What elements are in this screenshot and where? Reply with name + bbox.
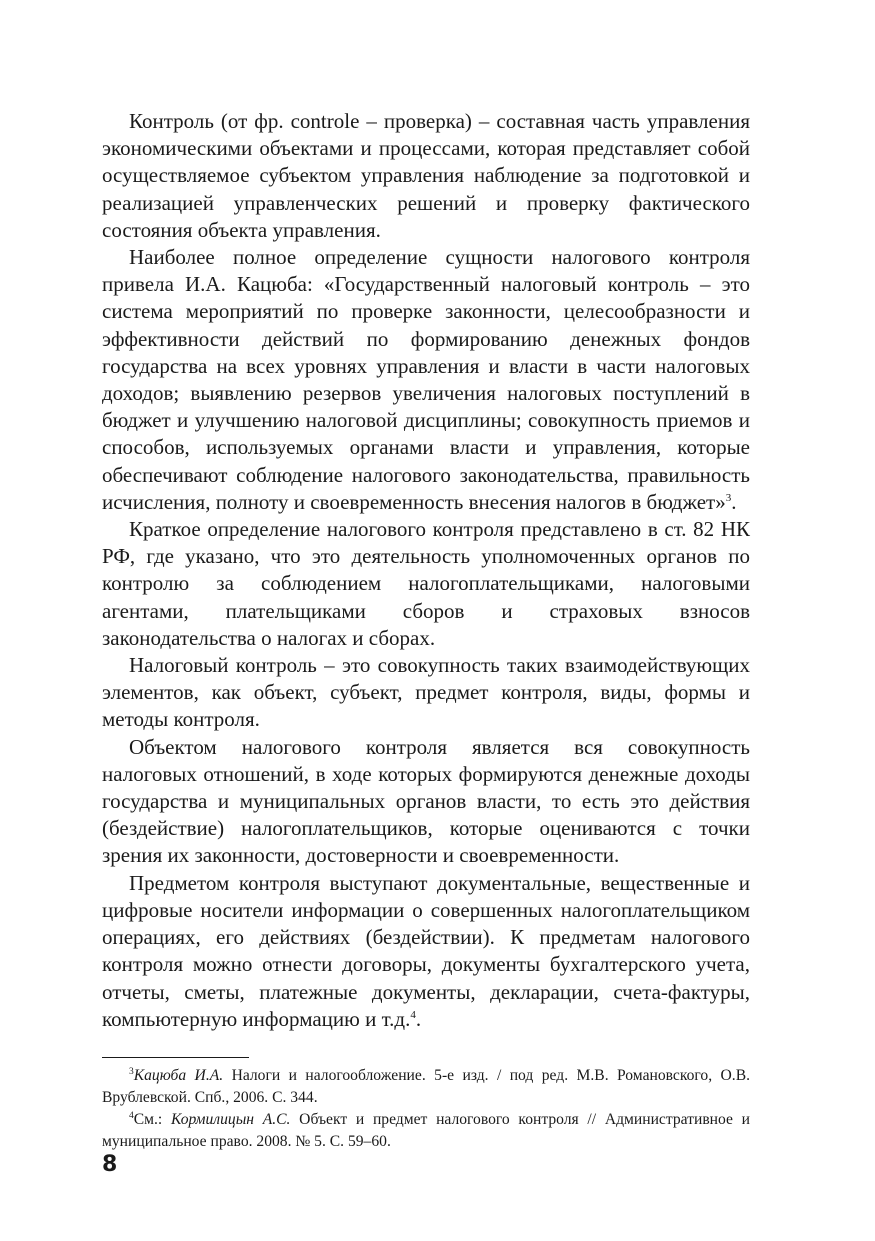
footnote-3 bbox=[102, 1065, 750, 1109]
paragraph-1-text: Контроль (от фр. controle – проверка) – составная часть управления экономическими объектами и процессами, которая представляет собой осуществляемое субъектом управления наблюдение за подготовкой и реализацией управленческих решений и проверку фактического состояния объекта управления. bbox=[102, 109, 750, 242]
paragraph-2-text: Наиболее полное определение сущности налогового контроля привела И.А. Кацюба: «Государственный налоговый контроль – это система мероприятий по проверке законности, целесообразности и эффективности действий по формированию денежных фондов государства на всех уровнях управления и власти в части налоговых доходов; выявлению резервов увеличения налоговых поступлений в бюджет и улучшению налоговой дисциплины; совокупность приемов и способов, используемых органами власти и управления, которые обеспечивают соблюдение налогового законодательства, правильность исчисления, полноту и своевременность внесения налогов в бюджет» bbox=[102, 245, 750, 514]
footnote-4-number: 4 bbox=[129, 1110, 134, 1121]
footnote-ref-3[interactable]: 3 bbox=[725, 491, 732, 504]
paragraph-4-text: Налоговый контроль – это совокупность таких взаимодействующих элементов, как объект, субъект, предмет контроля, виды, формы и методы контроля. bbox=[102, 653, 750, 732]
footnote-3-author: Кацюба И.А. bbox=[133, 1066, 224, 1084]
footnote-3-number: 3 bbox=[129, 1066, 134, 1077]
paragraph-3 bbox=[102, 516, 750, 652]
footnote-4-author: Кормилицын А.С. bbox=[170, 1110, 291, 1128]
page-body bbox=[102, 108, 750, 1153]
footnote-4-prefix: См.: bbox=[133, 1110, 171, 1128]
footnote-4-text: Объект и предмет налогового контроля // Административное и муниципальное право. 2008. № 5. С. 59–60. bbox=[102, 1110, 750, 1150]
paragraph-3-text: Краткое определение налогового контроля представлено в ст. 82 НК РФ, где указано, что это деятельность уполномоченных органов по контролю за соблюдением налогоплательщиками, налоговыми агентами, плательщиками сборов и страховых взносов законодательства о налогах и сборах. bbox=[102, 517, 750, 650]
paragraph-1 bbox=[102, 108, 750, 244]
footnote-3-text: Налоги и налогообложение. 5-е изд. / под ред. М.В. Романовского, О.В. Врублевской. Спб., 2006. С. 344. bbox=[102, 1066, 750, 1106]
paragraph-5 bbox=[102, 734, 750, 870]
paragraph-4 bbox=[102, 652, 750, 734]
paragraph-2 bbox=[102, 244, 750, 516]
paragraph-6-tail: . bbox=[415, 1006, 422, 1031]
paragraph-6-text: Предметом контроля выступают документальные, вещественные и цифровые носители информации о совершенных налогоплательщиком операциях, его действиях (бездействии). К предметам налогового контроля можно отнести договоры, документы бухгалтерского учета, отчеты, сметы, платежные документы, декларации, счета-фактуры, компьютерную информацию и т.д. bbox=[102, 870, 750, 1031]
footnote-ref-4[interactable]: 4 bbox=[410, 1008, 416, 1021]
paragraph-2-tail: . bbox=[731, 489, 737, 514]
footnote-4 bbox=[102, 1109, 750, 1153]
paragraph-6 bbox=[102, 870, 750, 1033]
page-number: 8 bbox=[102, 1152, 118, 1177]
paragraph-5-text: Объектом налогового контроля является вся совокупность налоговых отношений, в ходе которых формируются денежные доходы государства и муниципальных органов власти, то есть это действия (бездействие) налогоплательщиков, которые оцениваются с точки зрения их законности, достоверности и своевременности. bbox=[102, 734, 750, 868]
footnote-divider bbox=[102, 1057, 249, 1058]
